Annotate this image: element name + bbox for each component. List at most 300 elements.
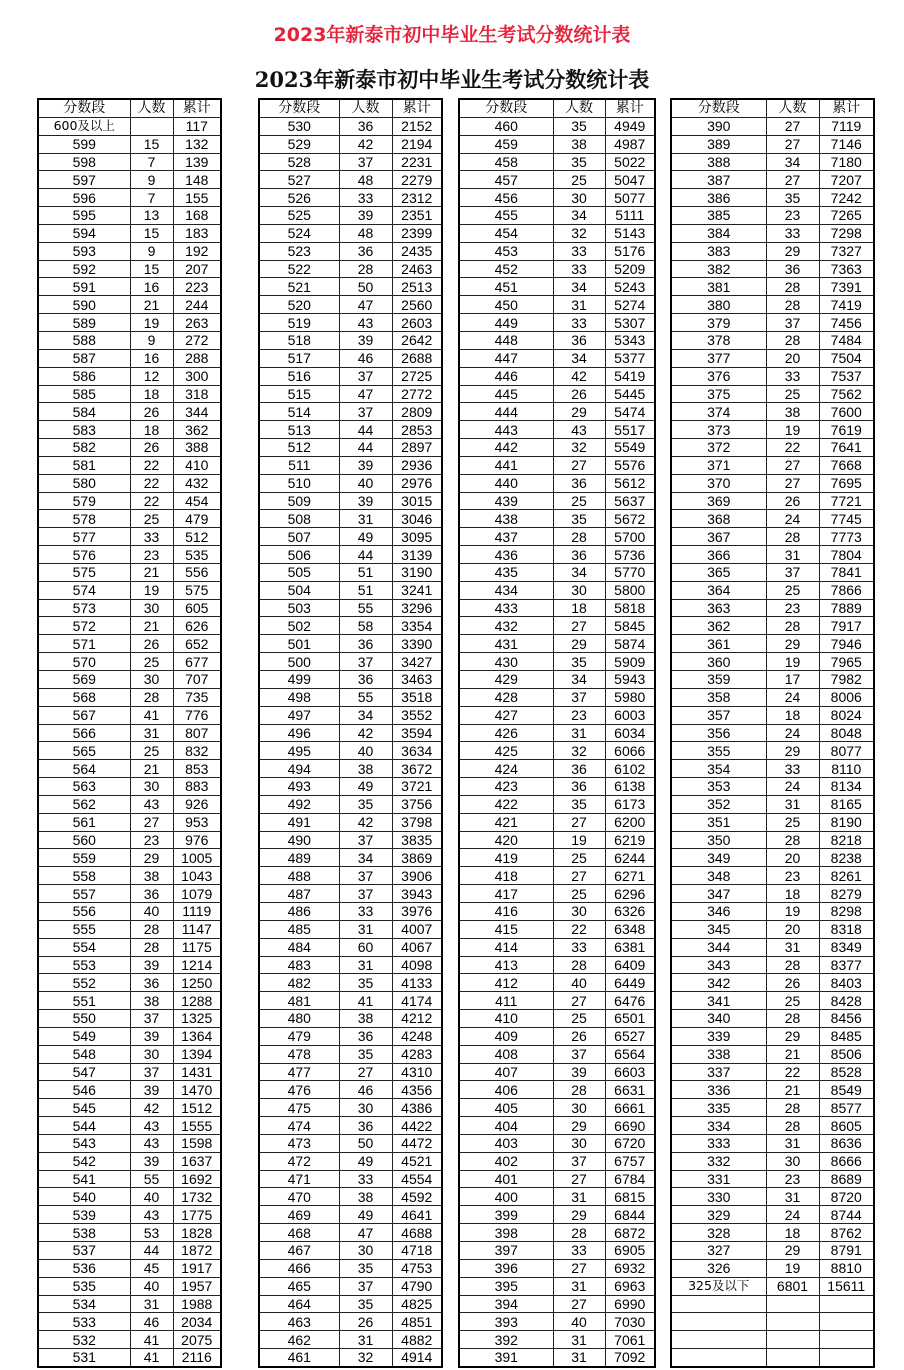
score-cell: 423 — [459, 778, 553, 796]
cumulative-cell: 8077 — [819, 742, 874, 760]
count-cell: 25 — [766, 385, 819, 403]
score-cell: 327 — [671, 1242, 766, 1260]
score-cell: 472 — [259, 1152, 339, 1170]
cumulative-cell: 6932 — [605, 1259, 655, 1277]
score-cell: 493 — [259, 778, 339, 796]
cumulative-cell: 7889 — [819, 599, 874, 617]
cumulative-cell: 5672 — [605, 510, 655, 528]
score-cell: 335 — [671, 1099, 766, 1117]
score-cell: 441 — [459, 456, 553, 474]
count-cell: 30 — [553, 1134, 605, 1152]
table-row — [671, 706, 874, 724]
cumulative-cell: 4386 — [392, 1099, 442, 1117]
score-cell: 454 — [459, 224, 553, 242]
count-cell: 39 — [339, 207, 392, 225]
cumulative-cell: 7119 — [819, 117, 874, 135]
count-cell: 26 — [766, 974, 819, 992]
count-cell: 47 — [339, 1224, 392, 1242]
score-cell: 489 — [259, 849, 339, 867]
table-row — [38, 1170, 221, 1188]
score-cell: 585 — [38, 385, 130, 403]
table-row — [259, 153, 442, 171]
table-row — [38, 189, 221, 207]
score-cell: 501 — [259, 635, 339, 653]
header-score-range: 分数段 — [671, 99, 766, 117]
count-cell: 18 — [130, 385, 173, 403]
count-cell: 33 — [339, 189, 392, 207]
count-cell: 26 — [553, 1027, 605, 1045]
table-row — [671, 599, 874, 617]
cumulative-cell: 4688 — [392, 1224, 442, 1242]
table-row — [671, 742, 874, 760]
table-row — [671, 849, 874, 867]
count-cell: 37 — [339, 831, 392, 849]
table-row — [459, 421, 655, 439]
table-row — [671, 778, 874, 796]
count-cell: 18 — [766, 1224, 819, 1242]
table-row — [671, 902, 874, 920]
count-cell: 37 — [339, 403, 392, 421]
table-row — [459, 314, 655, 332]
cumulative-cell — [819, 1349, 874, 1367]
score-cell: 597 — [38, 171, 130, 189]
score-table-4 — [670, 98, 875, 1368]
table-row — [38, 1259, 221, 1277]
cumulative-cell: 7695 — [819, 474, 874, 492]
table-row — [38, 992, 221, 1010]
table-row — [259, 1206, 442, 1224]
cumulative-cell: 5274 — [605, 296, 655, 314]
cumulative-cell: 4212 — [392, 1010, 442, 1028]
score-cell: 536 — [38, 1259, 130, 1277]
cumulative-cell: 8279 — [819, 885, 874, 903]
cumulative-cell: 7456 — [819, 314, 874, 332]
table-row — [38, 421, 221, 439]
score-cell: 534 — [38, 1295, 130, 1313]
header-cumulative: 累计 — [819, 99, 874, 117]
score-cell: 405 — [459, 1099, 553, 1117]
count-cell: 27 — [339, 1063, 392, 1081]
table-row — [671, 207, 874, 225]
cumulative-cell: 8318 — [819, 920, 874, 938]
count-cell: 46 — [130, 1313, 173, 1331]
score-cell: 395 — [459, 1277, 553, 1295]
cumulative-cell: 192 — [173, 242, 221, 260]
count-cell: 39 — [339, 456, 392, 474]
cumulative-cell: 7804 — [819, 546, 874, 564]
score-cell: 569 — [38, 671, 130, 689]
score-cell: 364 — [671, 581, 766, 599]
count-cell: 15 — [130, 224, 173, 242]
table-row — [38, 1206, 221, 1224]
cumulative-cell: 5612 — [605, 474, 655, 492]
score-cell: 498 — [259, 688, 339, 706]
score-cell: 347 — [671, 885, 766, 903]
score-cell: 325及以下 — [671, 1277, 766, 1295]
count-cell: 18 — [766, 706, 819, 724]
score-cell: 579 — [38, 492, 130, 510]
table-row — [259, 278, 442, 296]
count-cell: 37 — [339, 153, 392, 171]
cumulative-cell: 1214 — [173, 956, 221, 974]
score-cell: 514 — [259, 403, 339, 421]
count-cell: 40 — [130, 902, 173, 920]
cumulative-cell: 5736 — [605, 546, 655, 564]
cumulative-cell: 1637 — [173, 1152, 221, 1170]
cumulative-cell: 6501 — [605, 1010, 655, 1028]
score-cell: 391 — [459, 1349, 553, 1367]
count-cell: 33 — [553, 242, 605, 260]
table-row — [38, 1242, 221, 1260]
count-cell: 30 — [130, 778, 173, 796]
table-row — [259, 760, 442, 778]
score-cell: 453 — [459, 242, 553, 260]
score-cell: 338 — [671, 1045, 766, 1063]
table-row — [671, 224, 874, 242]
cumulative-cell: 807 — [173, 724, 221, 742]
cumulative-cell: 5770 — [605, 563, 655, 581]
count-cell: 34 — [339, 849, 392, 867]
cumulative-cell: 7484 — [819, 331, 874, 349]
count-cell: 27 — [553, 1295, 605, 1313]
count-cell: 29 — [766, 1027, 819, 1045]
table-row — [671, 117, 874, 135]
cumulative-cell: 953 — [173, 813, 221, 831]
cumulative-cell: 5576 — [605, 456, 655, 474]
table-row — [38, 492, 221, 510]
count-cell: 28 — [553, 956, 605, 974]
score-cell: 396 — [459, 1259, 553, 1277]
cumulative-cell: 8506 — [819, 1045, 874, 1063]
cumulative-cell: 7207 — [819, 171, 874, 189]
score-cell: 477 — [259, 1063, 339, 1081]
score-cell: 513 — [259, 421, 339, 439]
score-cell: 360 — [671, 653, 766, 671]
count-cell: 30 — [130, 599, 173, 617]
table-row — [259, 1117, 442, 1135]
cumulative-cell — [819, 1295, 874, 1313]
cumulative-cell: 2560 — [392, 296, 442, 314]
header-row — [459, 99, 655, 117]
table-row — [671, 653, 874, 671]
score-cell: 330 — [671, 1188, 766, 1206]
count-cell: 19 — [766, 653, 819, 671]
count-cell: 40 — [130, 1188, 173, 1206]
count-cell: 13 — [130, 207, 173, 225]
score-cell: 460 — [459, 117, 553, 135]
count-cell: 15 — [130, 260, 173, 278]
count-cell: 29 — [766, 242, 819, 260]
cumulative-cell: 1147 — [173, 920, 221, 938]
cumulative-cell: 8403 — [819, 974, 874, 992]
score-cell: 584 — [38, 403, 130, 421]
score-cell: 553 — [38, 956, 130, 974]
table-row — [38, 385, 221, 403]
table-row — [671, 1099, 874, 1117]
score-cell: 413 — [459, 956, 553, 974]
count-cell: 34 — [553, 563, 605, 581]
cumulative-cell: 4753 — [392, 1259, 442, 1277]
score-cell: 371 — [671, 456, 766, 474]
cumulative-cell: 8238 — [819, 849, 874, 867]
score-cell: 373 — [671, 421, 766, 439]
table-row — [671, 974, 874, 992]
count-cell: 43 — [130, 1117, 173, 1135]
table-row — [671, 510, 874, 528]
cumulative-cell: 6271 — [605, 867, 655, 885]
score-cell: 399 — [459, 1206, 553, 1224]
count-cell: 34 — [553, 349, 605, 367]
count-cell: 22 — [766, 439, 819, 457]
header-cumulative: 累计 — [605, 99, 655, 117]
count-cell: 30 — [553, 581, 605, 599]
score-cell: 449 — [459, 314, 553, 332]
count-cell: 42 — [130, 1099, 173, 1117]
count-cell: 27 — [766, 135, 819, 153]
table-row — [671, 135, 874, 153]
count-cell: 36 — [130, 974, 173, 992]
cumulative-cell: 3463 — [392, 671, 442, 689]
cumulative-cell: 7265 — [819, 207, 874, 225]
count-cell: 40 — [339, 742, 392, 760]
score-cell: 582 — [38, 439, 130, 457]
table-row — [459, 492, 655, 510]
count-cell: 37 — [553, 688, 605, 706]
count-cell: 36 — [339, 671, 392, 689]
count-cell: 31 — [130, 724, 173, 742]
count-cell: 16 — [130, 349, 173, 367]
cumulative-cell: 5700 — [605, 528, 655, 546]
count-cell: 20 — [766, 349, 819, 367]
table-row — [671, 760, 874, 778]
table-row — [459, 885, 655, 903]
cumulative-cell: 7619 — [819, 421, 874, 439]
header-row — [259, 99, 442, 117]
table-row — [259, 1188, 442, 1206]
count-cell: 40 — [339, 474, 392, 492]
cumulative-cell: 6631 — [605, 1081, 655, 1099]
score-cell: 369 — [671, 492, 766, 510]
table-row — [38, 563, 221, 581]
table-row — [259, 724, 442, 742]
score-cell: 554 — [38, 938, 130, 956]
table-row — [259, 867, 442, 885]
cumulative-cell: 3139 — [392, 546, 442, 564]
cumulative-cell: 388 — [173, 439, 221, 457]
table-row — [459, 581, 655, 599]
table-row — [259, 224, 442, 242]
count-cell: 28 — [553, 1081, 605, 1099]
table-row — [459, 1349, 655, 1367]
cumulative-cell: 4283 — [392, 1045, 442, 1063]
table-row — [459, 617, 655, 635]
count-cell: 22 — [766, 1063, 819, 1081]
table-row — [671, 1045, 874, 1063]
table-row — [38, 1045, 221, 1063]
score-cell: 578 — [38, 510, 130, 528]
table-row — [259, 1224, 442, 1242]
cumulative-cell: 4825 — [392, 1295, 442, 1313]
table-row — [459, 563, 655, 581]
cumulative-cell: 3296 — [392, 599, 442, 617]
score-cell: 539 — [38, 1206, 130, 1224]
table-row — [671, 671, 874, 689]
count-cell: 23 — [553, 706, 605, 724]
cumulative-cell: 5022 — [605, 153, 655, 171]
count-cell: 31 — [553, 296, 605, 314]
cumulative-cell — [819, 1331, 874, 1349]
count-cell: 37 — [766, 563, 819, 581]
cumulative-cell: 2351 — [392, 207, 442, 225]
count-cell: 34 — [553, 671, 605, 689]
score-cell: 467 — [259, 1242, 339, 1260]
cumulative-cell: 4914 — [392, 1349, 442, 1367]
count-cell: 33 — [766, 367, 819, 385]
cumulative-cell: 3835 — [392, 831, 442, 849]
score-cell: 499 — [259, 671, 339, 689]
score-cell: 403 — [459, 1134, 553, 1152]
count-cell: 30 — [553, 1099, 605, 1117]
count-cell: 6801 — [766, 1277, 819, 1295]
score-cell: 462 — [259, 1331, 339, 1349]
table-row — [459, 439, 655, 457]
count-cell: 31 — [339, 956, 392, 974]
cumulative-cell: 5343 — [605, 331, 655, 349]
count-cell: 41 — [130, 1349, 173, 1367]
cumulative-cell: 6173 — [605, 795, 655, 813]
score-cell: 568 — [38, 688, 130, 706]
score-cell: 541 — [38, 1170, 130, 1188]
cumulative-cell: 3095 — [392, 528, 442, 546]
table-row — [259, 1081, 442, 1099]
score-cell: 576 — [38, 546, 130, 564]
count-cell: 41 — [130, 706, 173, 724]
score-cell: 535 — [38, 1277, 130, 1295]
count-cell: 48 — [339, 224, 392, 242]
table-row — [459, 510, 655, 528]
table-row — [259, 1259, 442, 1277]
cumulative-cell: 3427 — [392, 653, 442, 671]
cumulative-cell: 6102 — [605, 760, 655, 778]
table-row — [459, 242, 655, 260]
count-cell: 31 — [339, 920, 392, 938]
table-row — [38, 635, 221, 653]
count-cell: 28 — [766, 528, 819, 546]
count-cell — [766, 1331, 819, 1349]
count-cell: 31 — [766, 938, 819, 956]
count-cell: 28 — [130, 688, 173, 706]
header-count: 人数 — [130, 99, 173, 117]
score-cell: 533 — [38, 1313, 130, 1331]
table-row — [459, 474, 655, 492]
table-row — [671, 724, 874, 742]
count-cell: 39 — [130, 956, 173, 974]
score-cell: 332 — [671, 1152, 766, 1170]
table-row — [38, 439, 221, 457]
count-cell: 30 — [553, 902, 605, 920]
table-row — [459, 1027, 655, 1045]
cumulative-cell: 6757 — [605, 1152, 655, 1170]
table-row — [38, 1010, 221, 1028]
cumulative-cell: 575 — [173, 581, 221, 599]
cumulative-cell: 2194 — [392, 135, 442, 153]
score-cell: 353 — [671, 778, 766, 796]
table-row — [459, 653, 655, 671]
count-cell: 28 — [766, 1010, 819, 1028]
cumulative-cell: 1431 — [173, 1063, 221, 1081]
score-cell: 581 — [38, 456, 130, 474]
count-cell: 19 — [553, 831, 605, 849]
cumulative-cell: 3594 — [392, 724, 442, 742]
table-row — [38, 867, 221, 885]
score-cell: 350 — [671, 831, 766, 849]
table-row — [259, 528, 442, 546]
table-row — [671, 831, 874, 849]
score-cell: 439 — [459, 492, 553, 510]
score-cell: 516 — [259, 367, 339, 385]
score-cell: 404 — [459, 1117, 553, 1135]
table-row — [459, 1045, 655, 1063]
cumulative-cell: 6219 — [605, 831, 655, 849]
cumulative-cell: 1250 — [173, 974, 221, 992]
count-cell: 35 — [553, 117, 605, 135]
score-cell: 452 — [459, 260, 553, 278]
cumulative-cell: 6034 — [605, 724, 655, 742]
cumulative-cell: 1692 — [173, 1170, 221, 1188]
cumulative-cell: 5943 — [605, 671, 655, 689]
table-row — [38, 581, 221, 599]
count-cell: 25 — [553, 492, 605, 510]
cumulative-cell: 3634 — [392, 742, 442, 760]
count-cell: 37 — [766, 314, 819, 332]
cumulative-cell: 479 — [173, 510, 221, 528]
table-row — [671, 1224, 874, 1242]
score-cell: 566 — [38, 724, 130, 742]
cumulative-cell: 853 — [173, 760, 221, 778]
count-cell: 21 — [130, 296, 173, 314]
cumulative-cell: 8006 — [819, 688, 874, 706]
table-row — [259, 207, 442, 225]
count-cell: 58 — [339, 617, 392, 635]
cumulative-cell: 5445 — [605, 385, 655, 403]
cumulative-cell: 1732 — [173, 1188, 221, 1206]
count-cell: 37 — [339, 867, 392, 885]
count-cell: 9 — [130, 171, 173, 189]
score-cell: 505 — [259, 563, 339, 581]
cumulative-cell: 4718 — [392, 1242, 442, 1260]
table-row — [259, 242, 442, 260]
table-row — [459, 171, 655, 189]
header-score-range: 分数段 — [259, 99, 339, 117]
score-cell: 432 — [459, 617, 553, 635]
count-cell: 43 — [130, 1134, 173, 1152]
score-cell: 558 — [38, 867, 130, 885]
count-cell: 29 — [553, 1117, 605, 1135]
score-cell: 511 — [259, 456, 339, 474]
table-row — [38, 296, 221, 314]
count-cell: 27 — [553, 1170, 605, 1188]
table-row — [459, 1206, 655, 1224]
cumulative-cell: 8298 — [819, 902, 874, 920]
table-row — [38, 956, 221, 974]
score-cell: 380 — [671, 296, 766, 314]
score-cell: 591 — [38, 278, 130, 296]
table-row — [38, 831, 221, 849]
score-cell: 355 — [671, 742, 766, 760]
score-cell: 547 — [38, 1063, 130, 1081]
cumulative-cell: 6963 — [605, 1277, 655, 1295]
count-cell: 43 — [130, 795, 173, 813]
